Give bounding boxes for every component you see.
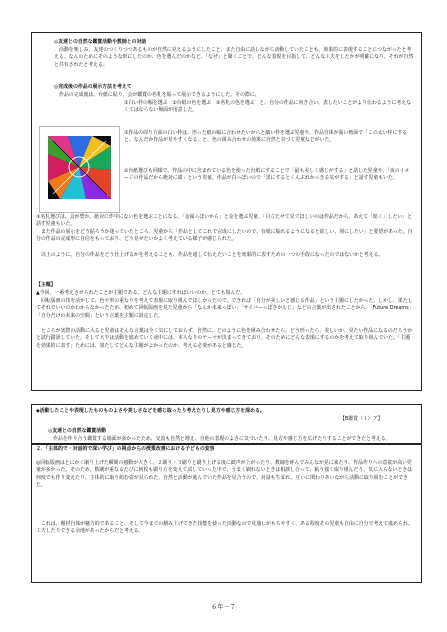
paragraph-choices: ①白い枠の幅を選ぶ ②台紙の色を選ぶ ③名札の色を選ぶ と、自分の作品に向き合い、表したいことがより伝わるように考えなくてはならない場面が用意した。 — [124, 100, 412, 114]
paragraph-display-intro: 作品の完成後は、台紙に貼り、会が鑑賞の名札を貼って展示できるようにした。その際に、 — [59, 92, 260, 98]
heading-natural-appreciation: ◎友達との自然な鑑賞活動 — [48, 428, 107, 434]
paragraph-natural-appreciation: 作品を作り合う鑑賞する場面が多かったため、交流も自然と増え、自他の表現のよさに気づいたり、見方や感じ方を広げたりすることができたと考える。 — [53, 436, 391, 442]
paragraph-backing-choice: ②台紙選びも同様で、作品の中に含まれている色を使った台紙にすることで「最も美しく感じがする」と話した児童や、「夜のイメージの作品だから絶対に紺」という児童、作品が白っぽいので「黒にするとくんぶれかっきる気がする」と話す児童もいた。 — [124, 168, 410, 182]
artwork-photo — [39, 126, 120, 213]
rotating-print-image — [48, 136, 111, 199]
goal-appreciation: ◆活動したことや表現したものものよさや美しさなどを感じ取ったり考えたりし見方や感じ方を深める。 — [36, 408, 265, 414]
heading-student-change: ２．「主体的で・対話的で深い学び」の視点からの授業改善における子どもの変容 — [36, 446, 215, 452]
heading-display-method: ◎完成後の作品の展示方法を考えて — [54, 84, 132, 90]
paragraph-theme-question: ▲今回、一番考えさせられたことが主題である。どんな主題にすればいいのか、とても悩んだ。 — [36, 290, 246, 296]
paragraph-friend-appreciation: 活動を楽しみ、友達のつくりつつあるものが自然に見えるようにしたこと、また自由に話しながら活動していたことも、効果的に表現することにつながったと考える。なんのためにそのような形にしたのか、色を選んだのかなど、「なぜ」と聞くことで、どんな表現を目指して、どんな工夫をしたかが明確になり、それが自然と共有されたと考える。 — [54, 47, 414, 68]
paragraph-student-change: ◎回転版画はとにかく刷り上げた瞬間の感動が大きく、２刷り・３刷りと刷り上げる度に歓声が上がったり、教師を呼んでみんなが見に来たり、作品作りへの意欲が高い児童が多かった。そのため、数刷が重なるたびに何枚も刷り方を変えて試していった中で、うまく刷れないときは相談し合って、粘り強く取り組んだり、気に入らないときは何度でも作り変えたり、主体的に取り組む姿が見られた。自然と活動が進んでいた作品を見合うので、対話も生まれ、互いに関わりあいながら活動に取り組むことができた。 — [36, 460, 413, 489]
print-graphic — [48, 136, 111, 199]
paragraph-theme-reflection: ところが実際の活動に入ると児童はそんな言葉は全く気にしておらず、自然に、どのように色を組み合わせたら、どう形ったら、美しいか、見たい作品になるのだろうかと試行錯誤していた。そして大半は活動を進めていく途中には、本人なりのテーマが決まってきており、そのためにどんな表現にするのかを考えて取り組んでいた。「主題を効果的に表す」ためには、果たしてどんな主題がよかったのか、考える必要があると感じた。 — [36, 328, 413, 349]
paragraph-display-summary: 以上のように、自分の作品をどう仕上げるかを考えることも、作品を通して伝えたいことを効果的に表すための一つの手段になったのではないかと考える。 — [41, 252, 384, 258]
paragraph-display-request: また作品の展示をどう貼ろうか迷っていたところ、児童から「作品としてこれで完成にしたいので、台紙に貼れるようになると欲しい。別にしたい」と要望があった。自分の作品の完成形に自信をもっており、どう見せたいかよく考えている様子が感じられた。 — [36, 229, 413, 243]
paragraph-theme-setting: 回転版画の技を活かして、色や形の重なりを考えて表現に取り組んでほしかったので、できれば「自分が美しいと感じる作品」という主題にしたかった。しかし、果たしてそれでいいのかわからなかったため、初めて回転版画を見た児童から「なんか未来っぽい」「サイバーっぽさかんじ」などの言葉が出されたことから、「Future Dreams」「自分だけの未来の空間」という言葉を主題に設定した。 — [36, 298, 414, 319]
paragraph-nameplate-choice: ③名札選びは、会が豊か、絶対に作中にない色を選ぶことになる。「金属っぽいから」と金を選ぶ児童、「目立たせて見てほしいのは作品だから、あえて「暗く」したい」と話す児童もいた。 — [36, 214, 413, 228]
paragraph-frame-choice: ①作品の周り方面の白い枠は、形った紙の幅に合わせたいからと細い枠を選ぶ児童や、作品自体が面い画面で「この太い枠にすると、なんだか作品が見やすくなる」と、色の組み合わせの効果に自然と気づく児童などがいた。 — [124, 130, 408, 144]
heading-theme: 【主題】 — [36, 282, 56, 288]
page-number: ６年－７ — [211, 604, 236, 611]
heading-friend-appreciation: ◎友達との自然な鑑賞活動や教師との対話 — [54, 39, 147, 45]
paragraph-student-change-reason: これは、題材自体が魅力的であること、そして今までの積み上げてきた技能を使った活動なので見通しがもちやすく、ある程度その児童も自由に自分で考えて進められ、工夫したりできる余地があったからだと考える。 — [36, 521, 413, 535]
goal-appreciation-code: 【B鑑賞（１）ア】 — [340, 416, 383, 422]
